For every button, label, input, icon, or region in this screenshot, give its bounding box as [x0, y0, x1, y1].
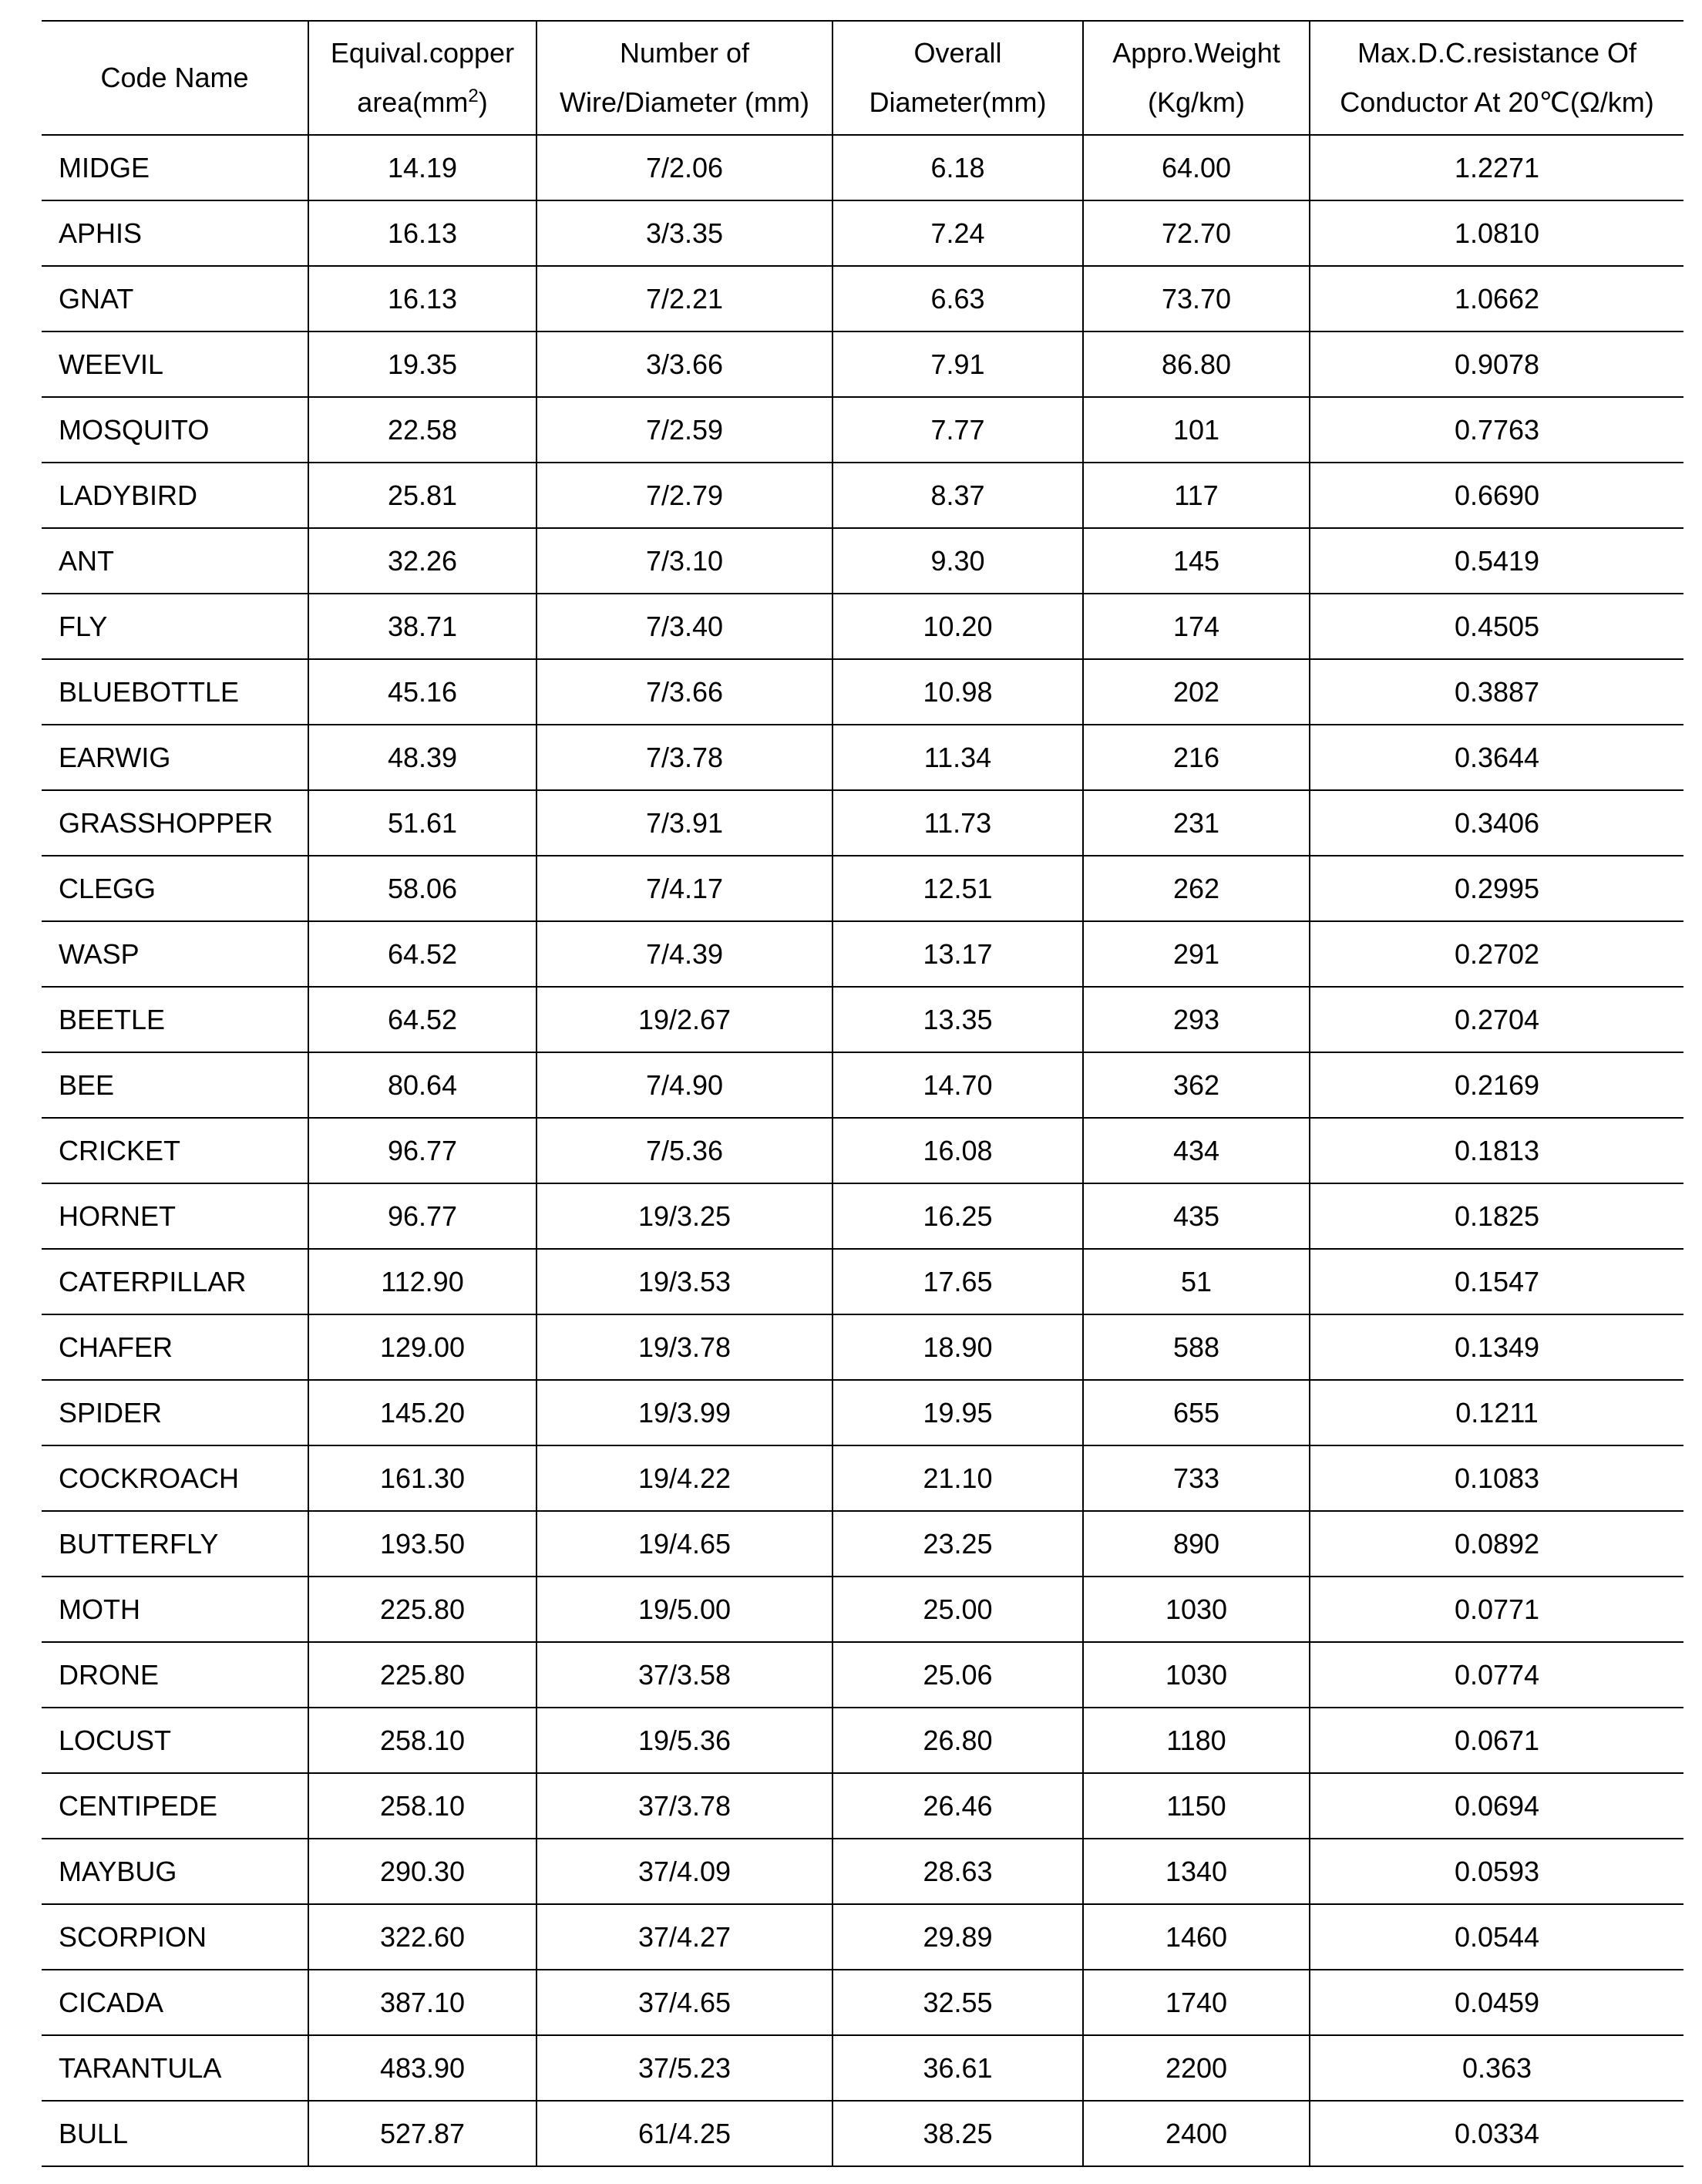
table-row: [42, 1970, 1684, 2035]
header-overall-diameter: Overall Diameter(mm): [832, 21, 1083, 135]
wire-diameter-cell: 7/2.59: [536, 397, 832, 463]
resistance-cell: 0.0694: [1310, 1773, 1684, 1839]
overall-diameter-cell: 11.34: [832, 725, 1083, 790]
code-name-cell: WASP: [42, 921, 308, 987]
code-name-cell: BUTTERFLY: [42, 1511, 308, 1577]
resistance-cell: 0.2169: [1310, 1052, 1684, 1118]
resistance-cell: 0.0459: [1310, 1970, 1684, 2035]
weight-cell: 262: [1083, 856, 1310, 921]
resistance-cell: 0.0544: [1310, 1904, 1684, 1970]
copper-area-cell: 48.39: [308, 725, 536, 790]
table-row: [42, 921, 1684, 987]
resistance-cell: 0.0593: [1310, 1839, 1684, 1904]
weight-cell: 890: [1083, 1511, 1310, 1577]
wire-diameter-cell: 19/4.22: [536, 1445, 832, 1511]
table-row: [42, 2035, 1684, 2101]
wire-diameter-cell: 37/4.65: [536, 1970, 832, 2035]
copper-area-cell: 225.80: [308, 1642, 536, 1708]
overall-diameter-cell: 9.30: [832, 528, 1083, 594]
weight-cell: 231: [1083, 790, 1310, 856]
table-row: [42, 2101, 1684, 2166]
copper-area-cell: 290.30: [308, 1839, 536, 1904]
resistance-cell: 0.6690: [1310, 463, 1684, 528]
resistance-cell: 1.0662: [1310, 266, 1684, 331]
code-name-cell: CHAFER: [42, 1314, 308, 1380]
table-row: [42, 790, 1684, 856]
copper-area-cell: 19.35: [308, 331, 536, 397]
code-name-cell: MOSQUITO: [42, 397, 308, 463]
wire-diameter-cell: 19/2.67: [536, 987, 832, 1052]
overall-diameter-cell: 6.18: [832, 135, 1083, 200]
weight-cell: 1150: [1083, 1773, 1310, 1839]
table-row: [42, 1052, 1684, 1118]
weight-cell: 1030: [1083, 1577, 1310, 1642]
code-name-cell: COCKROACH: [42, 1445, 308, 1511]
table-row: [42, 1183, 1684, 1249]
code-name-cell: BEE: [42, 1052, 308, 1118]
wire-diameter-cell: 19/4.65: [536, 1511, 832, 1577]
resistance-cell: 0.0892: [1310, 1511, 1684, 1577]
copper-area-cell: 25.81: [308, 463, 536, 528]
cable-spec-table: [42, 20, 1684, 2167]
copper-area-cell: 112.90: [308, 1249, 536, 1314]
weight-cell: 64.00: [1083, 135, 1310, 200]
table-row: [42, 135, 1684, 200]
code-name-cell: DRONE: [42, 1642, 308, 1708]
copper-area-cell: 64.52: [308, 921, 536, 987]
weight-cell: 2400: [1083, 2101, 1310, 2166]
header-wire-diameter: Number of Wire/Diameter (mm): [536, 21, 832, 135]
overall-diameter-cell: 21.10: [832, 1445, 1083, 1511]
overall-diameter-cell: 25.06: [832, 1642, 1083, 1708]
resistance-cell: 1.2271: [1310, 135, 1684, 200]
wire-diameter-cell: 37/4.27: [536, 1904, 832, 1970]
table-row: [42, 200, 1684, 266]
resistance-cell: 0.3644: [1310, 725, 1684, 790]
wire-diameter-cell: 7/4.17: [536, 856, 832, 921]
table-row: [42, 856, 1684, 921]
overall-diameter-cell: 7.77: [832, 397, 1083, 463]
code-name-cell: CICADA: [42, 1970, 308, 2035]
weight-cell: 1340: [1083, 1839, 1310, 1904]
wire-diameter-cell: 7/2.79: [536, 463, 832, 528]
code-name-cell: EARWIG: [42, 725, 308, 790]
copper-area-cell: 527.87: [308, 2101, 536, 2166]
copper-area-cell: 51.61: [308, 790, 536, 856]
weight-cell: 655: [1083, 1380, 1310, 1445]
copper-area-cell: 14.19: [308, 135, 536, 200]
code-name-cell: APHIS: [42, 200, 308, 266]
overall-diameter-cell: 6.63: [832, 266, 1083, 331]
code-name-cell: SPIDER: [42, 1380, 308, 1445]
table-row: [42, 266, 1684, 331]
resistance-cell: 0.1349: [1310, 1314, 1684, 1380]
copper-area-cell: 64.52: [308, 987, 536, 1052]
copper-area-cell: 258.10: [308, 1773, 536, 1839]
resistance-cell: 0.1547: [1310, 1249, 1684, 1314]
wire-diameter-cell: 19/5.00: [536, 1577, 832, 1642]
table-row: [42, 1642, 1684, 1708]
copper-area-cell: 258.10: [308, 1708, 536, 1773]
overall-diameter-cell: 36.61: [832, 2035, 1083, 2101]
copper-area-cell: 387.10: [308, 1970, 536, 2035]
copper-area-cell: 145.20: [308, 1380, 536, 1445]
copper-area-cell: 96.77: [308, 1118, 536, 1183]
weight-cell: 1180: [1083, 1708, 1310, 1773]
overall-diameter-cell: 17.65: [832, 1249, 1083, 1314]
resistance-cell: 0.3887: [1310, 659, 1684, 725]
code-name-cell: SCORPION: [42, 1904, 308, 1970]
copper-area-cell: 193.50: [308, 1511, 536, 1577]
code-name-cell: BLUEBOTTLE: [42, 659, 308, 725]
copper-area-cell: 483.90: [308, 2035, 536, 2101]
wire-diameter-cell: 7/2.06: [536, 135, 832, 200]
code-name-cell: HORNET: [42, 1183, 308, 1249]
table-row: [42, 1511, 1684, 1577]
weight-cell: 101: [1083, 397, 1310, 463]
code-name-cell: CATERPILLAR: [42, 1249, 308, 1314]
weight-cell: 293: [1083, 987, 1310, 1052]
table-row: [42, 1249, 1684, 1314]
resistance-cell: 0.0671: [1310, 1708, 1684, 1773]
overall-diameter-cell: 8.37: [832, 463, 1083, 528]
resistance-cell: 0.0334: [1310, 2101, 1684, 2166]
wire-diameter-cell: 3/3.66: [536, 331, 832, 397]
copper-area-cell: 32.26: [308, 528, 536, 594]
overall-diameter-cell: 18.90: [832, 1314, 1083, 1380]
wire-diameter-cell: 19/3.99: [536, 1380, 832, 1445]
overall-diameter-cell: 25.00: [832, 1577, 1083, 1642]
overall-diameter-cell: 7.91: [832, 331, 1083, 397]
wire-diameter-cell: 7/3.91: [536, 790, 832, 856]
weight-cell: 1460: [1083, 1904, 1310, 1970]
resistance-cell: 0.1083: [1310, 1445, 1684, 1511]
overall-diameter-cell: 13.17: [832, 921, 1083, 987]
overall-diameter-cell: 11.73: [832, 790, 1083, 856]
weight-cell: 73.70: [1083, 266, 1310, 331]
weight-cell: 362: [1083, 1052, 1310, 1118]
overall-diameter-cell: 28.63: [832, 1839, 1083, 1904]
overall-diameter-cell: 19.95: [832, 1380, 1083, 1445]
wire-diameter-cell: 7/2.21: [536, 266, 832, 331]
overall-diameter-cell: 10.20: [832, 594, 1083, 659]
copper-area-cell: 58.06: [308, 856, 536, 921]
weight-cell: 1740: [1083, 1970, 1310, 2035]
weight-cell: 1030: [1083, 1642, 1310, 1708]
copper-area-cell: 16.13: [308, 266, 536, 331]
overall-diameter-cell: 14.70: [832, 1052, 1083, 1118]
overall-diameter-cell: 12.51: [832, 856, 1083, 921]
header-row: [42, 21, 1684, 135]
copper-area-cell: 22.58: [308, 397, 536, 463]
weight-cell: 86.80: [1083, 331, 1310, 397]
resistance-cell: 0.363: [1310, 2035, 1684, 2101]
weight-cell: 174: [1083, 594, 1310, 659]
resistance-cell: 0.4505: [1310, 594, 1684, 659]
overall-diameter-cell: 16.25: [832, 1183, 1083, 1249]
overall-diameter-cell: 16.08: [832, 1118, 1083, 1183]
table-row: [42, 1839, 1684, 1904]
table-row: [42, 528, 1684, 594]
wire-diameter-cell: 3/3.35: [536, 200, 832, 266]
wire-diameter-cell: 37/3.78: [536, 1773, 832, 1839]
resistance-cell: 0.2702: [1310, 921, 1684, 987]
table-body: [42, 135, 1684, 2166]
weight-cell: 72.70: [1083, 200, 1310, 266]
resistance-cell: 0.0774: [1310, 1642, 1684, 1708]
code-name-cell: CRICKET: [42, 1118, 308, 1183]
copper-area-cell: 322.60: [308, 1904, 536, 1970]
code-name-cell: FLY: [42, 594, 308, 659]
resistance-cell: 0.5419: [1310, 528, 1684, 594]
resistance-cell: 0.1211: [1310, 1380, 1684, 1445]
wire-diameter-cell: 7/3.66: [536, 659, 832, 725]
code-name-cell: BULL: [42, 2101, 308, 2166]
table-row: [42, 1314, 1684, 1380]
resistance-cell: 0.9078: [1310, 331, 1684, 397]
weight-cell: 2200: [1083, 2035, 1310, 2101]
header-weight: Appro.Weight (Kg/km): [1083, 21, 1310, 135]
weight-cell: 51: [1083, 1249, 1310, 1314]
overall-diameter-cell: 13.35: [832, 987, 1083, 1052]
resistance-cell: 0.3406: [1310, 790, 1684, 856]
overall-diameter-cell: 26.80: [832, 1708, 1083, 1773]
header-code-name: Code Name: [42, 21, 308, 135]
copper-area-cell: 45.16: [308, 659, 536, 725]
wire-diameter-cell: 7/4.39: [536, 921, 832, 987]
wire-diameter-cell: 37/3.58: [536, 1642, 832, 1708]
code-name-cell: BEETLE: [42, 987, 308, 1052]
wire-diameter-cell: 37/4.09: [536, 1839, 832, 1904]
code-name-cell: LADYBIRD: [42, 463, 308, 528]
wire-diameter-cell: 7/4.90: [536, 1052, 832, 1118]
table-row: [42, 594, 1684, 659]
table-row: [42, 397, 1684, 463]
table-row: [42, 725, 1684, 790]
weight-cell: 588: [1083, 1314, 1310, 1380]
weight-cell: 145: [1083, 528, 1310, 594]
resistance-cell: 0.1813: [1310, 1118, 1684, 1183]
overall-diameter-cell: 26.46: [832, 1773, 1083, 1839]
wire-diameter-cell: 61/4.25: [536, 2101, 832, 2166]
copper-area-cell: 161.30: [308, 1445, 536, 1511]
resistance-cell: 0.2704: [1310, 987, 1684, 1052]
overall-diameter-cell: 29.89: [832, 1904, 1083, 1970]
code-name-cell: LOCUST: [42, 1708, 308, 1773]
resistance-cell: 1.0810: [1310, 200, 1684, 266]
weight-cell: 434: [1083, 1118, 1310, 1183]
overall-diameter-cell: 10.98: [832, 659, 1083, 725]
code-name-cell: MIDGE: [42, 135, 308, 200]
copper-area-cell: 80.64: [308, 1052, 536, 1118]
copper-area-cell: 16.13: [308, 200, 536, 266]
table-row: [42, 331, 1684, 397]
code-name-cell: GRASSHOPPER: [42, 790, 308, 856]
table-row: [42, 1773, 1684, 1839]
table-row: [42, 1577, 1684, 1642]
resistance-cell: 0.1825: [1310, 1183, 1684, 1249]
wire-diameter-cell: 19/3.25: [536, 1183, 832, 1249]
wire-diameter-cell: 19/3.78: [536, 1314, 832, 1380]
overall-diameter-cell: 23.25: [832, 1511, 1083, 1577]
wire-diameter-cell: 19/5.36: [536, 1708, 832, 1773]
copper-area-cell: 96.77: [308, 1183, 536, 1249]
table-row: [42, 1380, 1684, 1445]
wire-diameter-cell: 37/5.23: [536, 2035, 832, 2101]
weight-cell: 733: [1083, 1445, 1310, 1511]
copper-area-cell: 225.80: [308, 1577, 536, 1642]
table-row: [42, 1708, 1684, 1773]
wire-diameter-cell: 7/5.36: [536, 1118, 832, 1183]
code-name-cell: WEEVIL: [42, 331, 308, 397]
header-copper-area: Equival.copper $area(mm^2)$: [308, 21, 536, 135]
table-row: [42, 463, 1684, 528]
overall-diameter-cell: 32.55: [832, 1970, 1083, 2035]
table-row: [42, 1118, 1684, 1183]
overall-diameter-cell: 38.25: [832, 2101, 1083, 2166]
code-name-cell: GNAT: [42, 266, 308, 331]
wire-diameter-cell: 7/3.78: [536, 725, 832, 790]
copper-area-cell: 129.00: [308, 1314, 536, 1380]
weight-cell: 202: [1083, 659, 1310, 725]
table-row: [42, 1445, 1684, 1511]
overall-diameter-cell: 7.24: [832, 200, 1083, 266]
weight-cell: 435: [1083, 1183, 1310, 1249]
code-name-cell: TARANTULA: [42, 2035, 308, 2101]
resistance-cell: 0.2995: [1310, 856, 1684, 921]
table-row: [42, 659, 1684, 725]
wire-diameter-cell: 7/3.10: [536, 528, 832, 594]
weight-cell: 117: [1083, 463, 1310, 528]
weight-cell: 216: [1083, 725, 1310, 790]
resistance-cell: 0.0771: [1310, 1577, 1684, 1642]
table-row: [42, 1904, 1684, 1970]
code-name-cell: CENTIPEDE: [42, 1773, 308, 1839]
resistance-cell: 0.7763: [1310, 397, 1684, 463]
header-resistance: Max.D.C.resistance Of Conductor At 20℃(Ω/km): [1310, 21, 1684, 135]
code-name-cell: MOTH: [42, 1577, 308, 1642]
weight-cell: 291: [1083, 921, 1310, 987]
copper-area-cell: 38.71: [308, 594, 536, 659]
table-row: [42, 987, 1684, 1052]
code-name-cell: CLEGG: [42, 856, 308, 921]
wire-diameter-cell: 7/3.40: [536, 594, 832, 659]
wire-diameter-cell: 19/3.53: [536, 1249, 832, 1314]
code-name-cell: MAYBUG: [42, 1839, 308, 1904]
code-name-cell: ANT: [42, 528, 308, 594]
